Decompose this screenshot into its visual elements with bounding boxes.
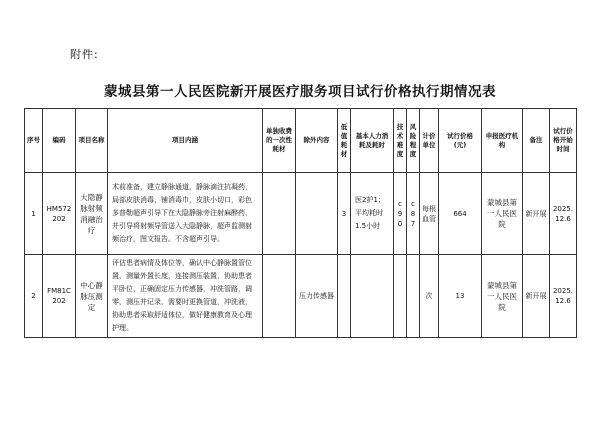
header-institution: 申报医疗机构	[482, 109, 523, 173]
cell-unit: 每根血管	[420, 173, 439, 255]
cell-difficulty: c90	[394, 173, 407, 255]
price-table	[24, 108, 577, 338]
cell-unit: 次	[420, 255, 439, 338]
header-start-date: 试行价格开始时间	[550, 109, 577, 173]
cell-content: 术前准备，建立静脉通道，静脉滴注抗凝药，局部皮肤消毒，铺消毒巾，皮肤小切口，彩色多普勒超声引导下在大隐静脉旁注射麻醉药，并引导将射频导管送入大隐静脉，超声监测射频治疗，图文报告。不含超声引导。	[108, 173, 263, 255]
attachment-label: 附件:	[70, 48, 99, 61]
header-disposable: 单独收费的一次性耗材	[263, 109, 296, 173]
cell-exclusion: 压力传感器	[296, 255, 338, 338]
header-content: 项目内涵	[108, 109, 263, 173]
cell-exclusion	[296, 173, 338, 255]
cell-start-date: 2025.12.6	[550, 173, 577, 255]
table-row	[25, 255, 577, 338]
cell-price: 664	[439, 173, 482, 255]
header-low-value: 低值耗材	[338, 109, 351, 173]
table-header-row	[25, 109, 577, 173]
cell-low-value: 3	[338, 173, 351, 255]
cell-seq: 1	[25, 173, 43, 255]
page-title: 蒙城县第一人民医院新开展医疗服务项目试行价格执行期情况表	[104, 84, 496, 100]
cell-code: HM572202	[43, 173, 76, 255]
cell-institution: 蒙城县第一人民医院	[482, 173, 523, 255]
cell-remark: 新开展	[523, 255, 550, 338]
cell-content: 评估患者病情及体位等，确认中心静脉置管位置，测量外置长度，连接测压装置，协助患者平卧位，正确固定压力传感器，冲洗管路，调零，测压并记录，需要时更换管道，冲洗液，协助患者采取舒适体位，做好健康教育及心理护理。	[108, 255, 263, 338]
cell-name: 大隐静脉射频消融治疗	[76, 173, 108, 255]
cell-risk	[407, 255, 420, 338]
header-exclusion: 除外内容	[296, 109, 338, 173]
header-remark: 备注	[523, 109, 550, 173]
cell-institution: 蒙城县第一人民医院	[482, 255, 523, 338]
cell-difficulty	[394, 255, 407, 338]
header-difficulty: 技术难度	[394, 109, 407, 173]
header-price: 试行价格(元)	[439, 109, 482, 173]
cell-manpower: 医2护1；平均耗时1.5小时	[351, 173, 394, 255]
header-manpower: 基本人力消耗及耗时	[351, 109, 394, 173]
cell-code: FM81C202	[43, 255, 76, 338]
cell-price: 13	[439, 255, 482, 338]
header-risk: 风险程度	[407, 109, 420, 173]
cell-risk: c87	[407, 173, 420, 255]
header-seq: 序号	[25, 109, 43, 173]
cell-low-value	[338, 255, 351, 338]
header-name: 项目名称	[76, 109, 108, 173]
header-unit: 计价单位	[420, 109, 439, 173]
table-row	[25, 173, 577, 255]
cell-name: 中心静脉压测定	[76, 255, 108, 338]
cell-manpower	[351, 255, 394, 338]
cell-start-date: 2025.12.6	[550, 255, 577, 338]
cell-disposable	[263, 255, 296, 338]
cell-disposable	[263, 173, 296, 255]
cell-seq: 2	[25, 255, 43, 338]
cell-remark: 新开展	[523, 173, 550, 255]
header-code: 编码	[43, 109, 76, 173]
